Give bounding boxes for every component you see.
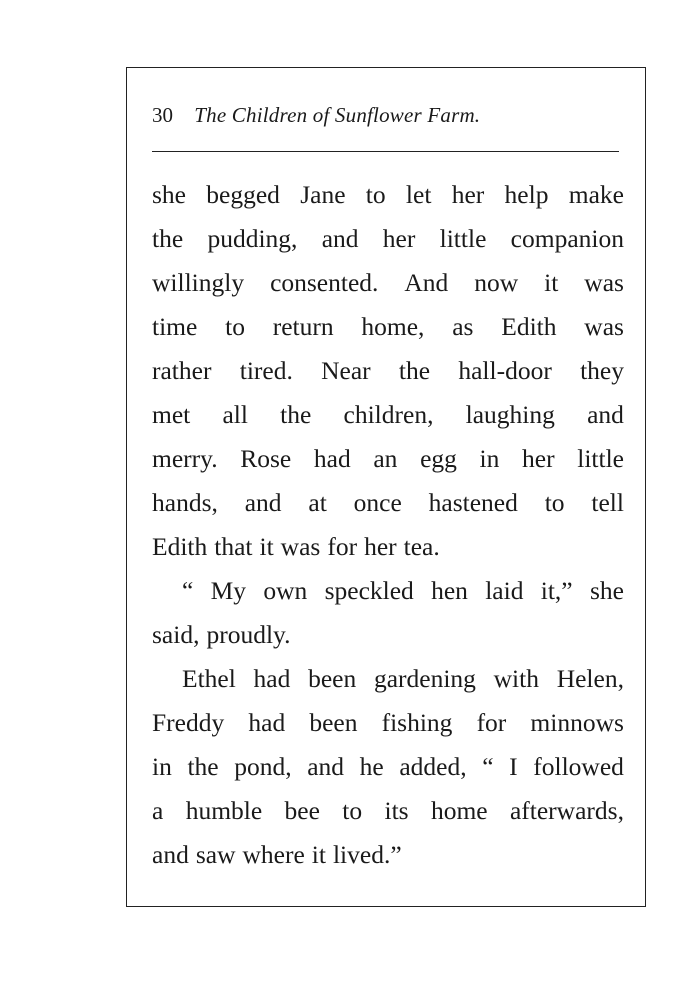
text-line bbox=[152, 525, 624, 569]
word: her bbox=[382, 224, 416, 253]
word: where bbox=[242, 840, 305, 869]
word: “ bbox=[182, 576, 194, 605]
word: followed bbox=[533, 752, 624, 781]
word: gardening bbox=[373, 664, 476, 693]
word: fishing bbox=[381, 708, 453, 737]
word: let bbox=[405, 180, 432, 209]
word: own bbox=[263, 576, 308, 605]
text-line bbox=[152, 833, 624, 877]
word: Helen, bbox=[556, 664, 624, 693]
word: minnows bbox=[530, 708, 624, 737]
word: children, bbox=[343, 400, 434, 429]
word: merry. bbox=[152, 444, 218, 473]
word: the bbox=[187, 752, 219, 781]
word: she bbox=[152, 180, 186, 209]
word: speckled bbox=[324, 576, 414, 605]
word: and bbox=[321, 224, 359, 253]
word: said, bbox=[152, 620, 200, 649]
word: as bbox=[452, 312, 474, 341]
word: home bbox=[430, 796, 488, 825]
word: met bbox=[152, 400, 191, 429]
word: saw bbox=[195, 840, 236, 869]
word: laid bbox=[485, 576, 524, 605]
word: little bbox=[577, 444, 624, 473]
word: tell bbox=[591, 488, 624, 517]
word: was bbox=[584, 268, 624, 297]
word: return bbox=[272, 312, 334, 341]
word: had bbox=[248, 708, 286, 737]
text-line bbox=[152, 437, 624, 481]
word: it bbox=[544, 268, 559, 297]
word: Jane bbox=[300, 180, 346, 209]
header-rule bbox=[152, 151, 619, 152]
word: rather bbox=[152, 356, 212, 385]
word: with bbox=[493, 664, 539, 693]
word: help bbox=[504, 180, 549, 209]
word: “ bbox=[482, 752, 494, 781]
word: her bbox=[451, 180, 485, 209]
word: willingly bbox=[152, 268, 245, 297]
text-line bbox=[152, 173, 624, 217]
text-line bbox=[152, 745, 624, 789]
word: it,” bbox=[540, 576, 573, 605]
word: hastened bbox=[428, 488, 518, 517]
text-line bbox=[152, 569, 624, 613]
word: had bbox=[253, 664, 291, 693]
word: I bbox=[509, 752, 518, 781]
word: tea. bbox=[403, 532, 440, 561]
word: hall-door bbox=[458, 356, 552, 385]
word: it bbox=[311, 840, 326, 869]
word: afterwards, bbox=[509, 796, 624, 825]
body-text bbox=[152, 173, 624, 877]
word: Rose bbox=[240, 444, 292, 473]
word: proudly. bbox=[206, 620, 291, 649]
word: tired. bbox=[239, 356, 293, 385]
text-line bbox=[152, 701, 624, 745]
word: humble bbox=[185, 796, 263, 825]
word: begged bbox=[206, 180, 280, 209]
word: to bbox=[365, 180, 386, 209]
word: a bbox=[152, 796, 164, 825]
word: her bbox=[522, 444, 555, 473]
text-line bbox=[152, 393, 624, 437]
text-line bbox=[152, 789, 624, 833]
word: companion bbox=[510, 224, 624, 253]
word: had bbox=[313, 444, 351, 473]
word: and bbox=[152, 840, 189, 869]
word: little bbox=[439, 224, 487, 253]
word: been bbox=[309, 708, 358, 737]
word: added, bbox=[399, 752, 467, 781]
word: an bbox=[373, 444, 398, 473]
word: in bbox=[152, 752, 172, 781]
word: in bbox=[479, 444, 500, 473]
text-line bbox=[152, 481, 624, 525]
running-head bbox=[152, 100, 622, 130]
word: was bbox=[280, 532, 321, 561]
word: bee bbox=[284, 796, 320, 825]
text-line bbox=[152, 261, 624, 305]
text-line bbox=[152, 217, 624, 261]
word: make bbox=[568, 180, 624, 209]
word: that bbox=[214, 532, 253, 561]
word: the bbox=[280, 400, 312, 429]
word: And bbox=[404, 268, 449, 297]
word: and bbox=[587, 400, 624, 429]
word: was bbox=[584, 312, 624, 341]
word: now bbox=[474, 268, 519, 297]
word: all bbox=[222, 400, 248, 429]
word: she bbox=[589, 576, 624, 605]
page-number: 30 bbox=[152, 103, 173, 127]
word: Ethel bbox=[182, 664, 236, 693]
word: Near bbox=[321, 356, 371, 385]
word: egg bbox=[420, 444, 457, 473]
word: My bbox=[210, 576, 247, 605]
word: it bbox=[259, 532, 274, 561]
word: once bbox=[353, 488, 402, 517]
word: and bbox=[307, 752, 345, 781]
word: hands, bbox=[152, 488, 218, 517]
word: consented. bbox=[270, 268, 379, 297]
word: lived.” bbox=[332, 840, 402, 869]
word: pudding, bbox=[207, 224, 298, 253]
word: her bbox=[364, 532, 397, 561]
word: and bbox=[244, 488, 282, 517]
word: pond, bbox=[234, 752, 292, 781]
word: to bbox=[342, 796, 363, 825]
word: Edith bbox=[152, 532, 208, 561]
text-line bbox=[152, 613, 624, 657]
word: for bbox=[476, 708, 507, 737]
word: to bbox=[225, 312, 245, 341]
word: hen bbox=[431, 576, 468, 605]
text-line bbox=[152, 349, 624, 393]
word: home, bbox=[361, 312, 425, 341]
running-title: The Children of Sunflower Farm. bbox=[194, 103, 481, 127]
word: Edith bbox=[501, 312, 557, 341]
word: time bbox=[152, 312, 198, 341]
word: to bbox=[544, 488, 565, 517]
word: he bbox=[359, 752, 384, 781]
text-line bbox=[152, 657, 624, 701]
word: been bbox=[308, 664, 357, 693]
text-line bbox=[152, 305, 624, 349]
word: laughing bbox=[465, 400, 555, 429]
word: at bbox=[308, 488, 327, 517]
word: Freddy bbox=[152, 708, 225, 737]
word: the bbox=[152, 224, 184, 253]
word: its bbox=[384, 796, 409, 825]
word: the bbox=[398, 356, 431, 385]
word: they bbox=[580, 356, 624, 385]
word: for bbox=[327, 532, 358, 561]
